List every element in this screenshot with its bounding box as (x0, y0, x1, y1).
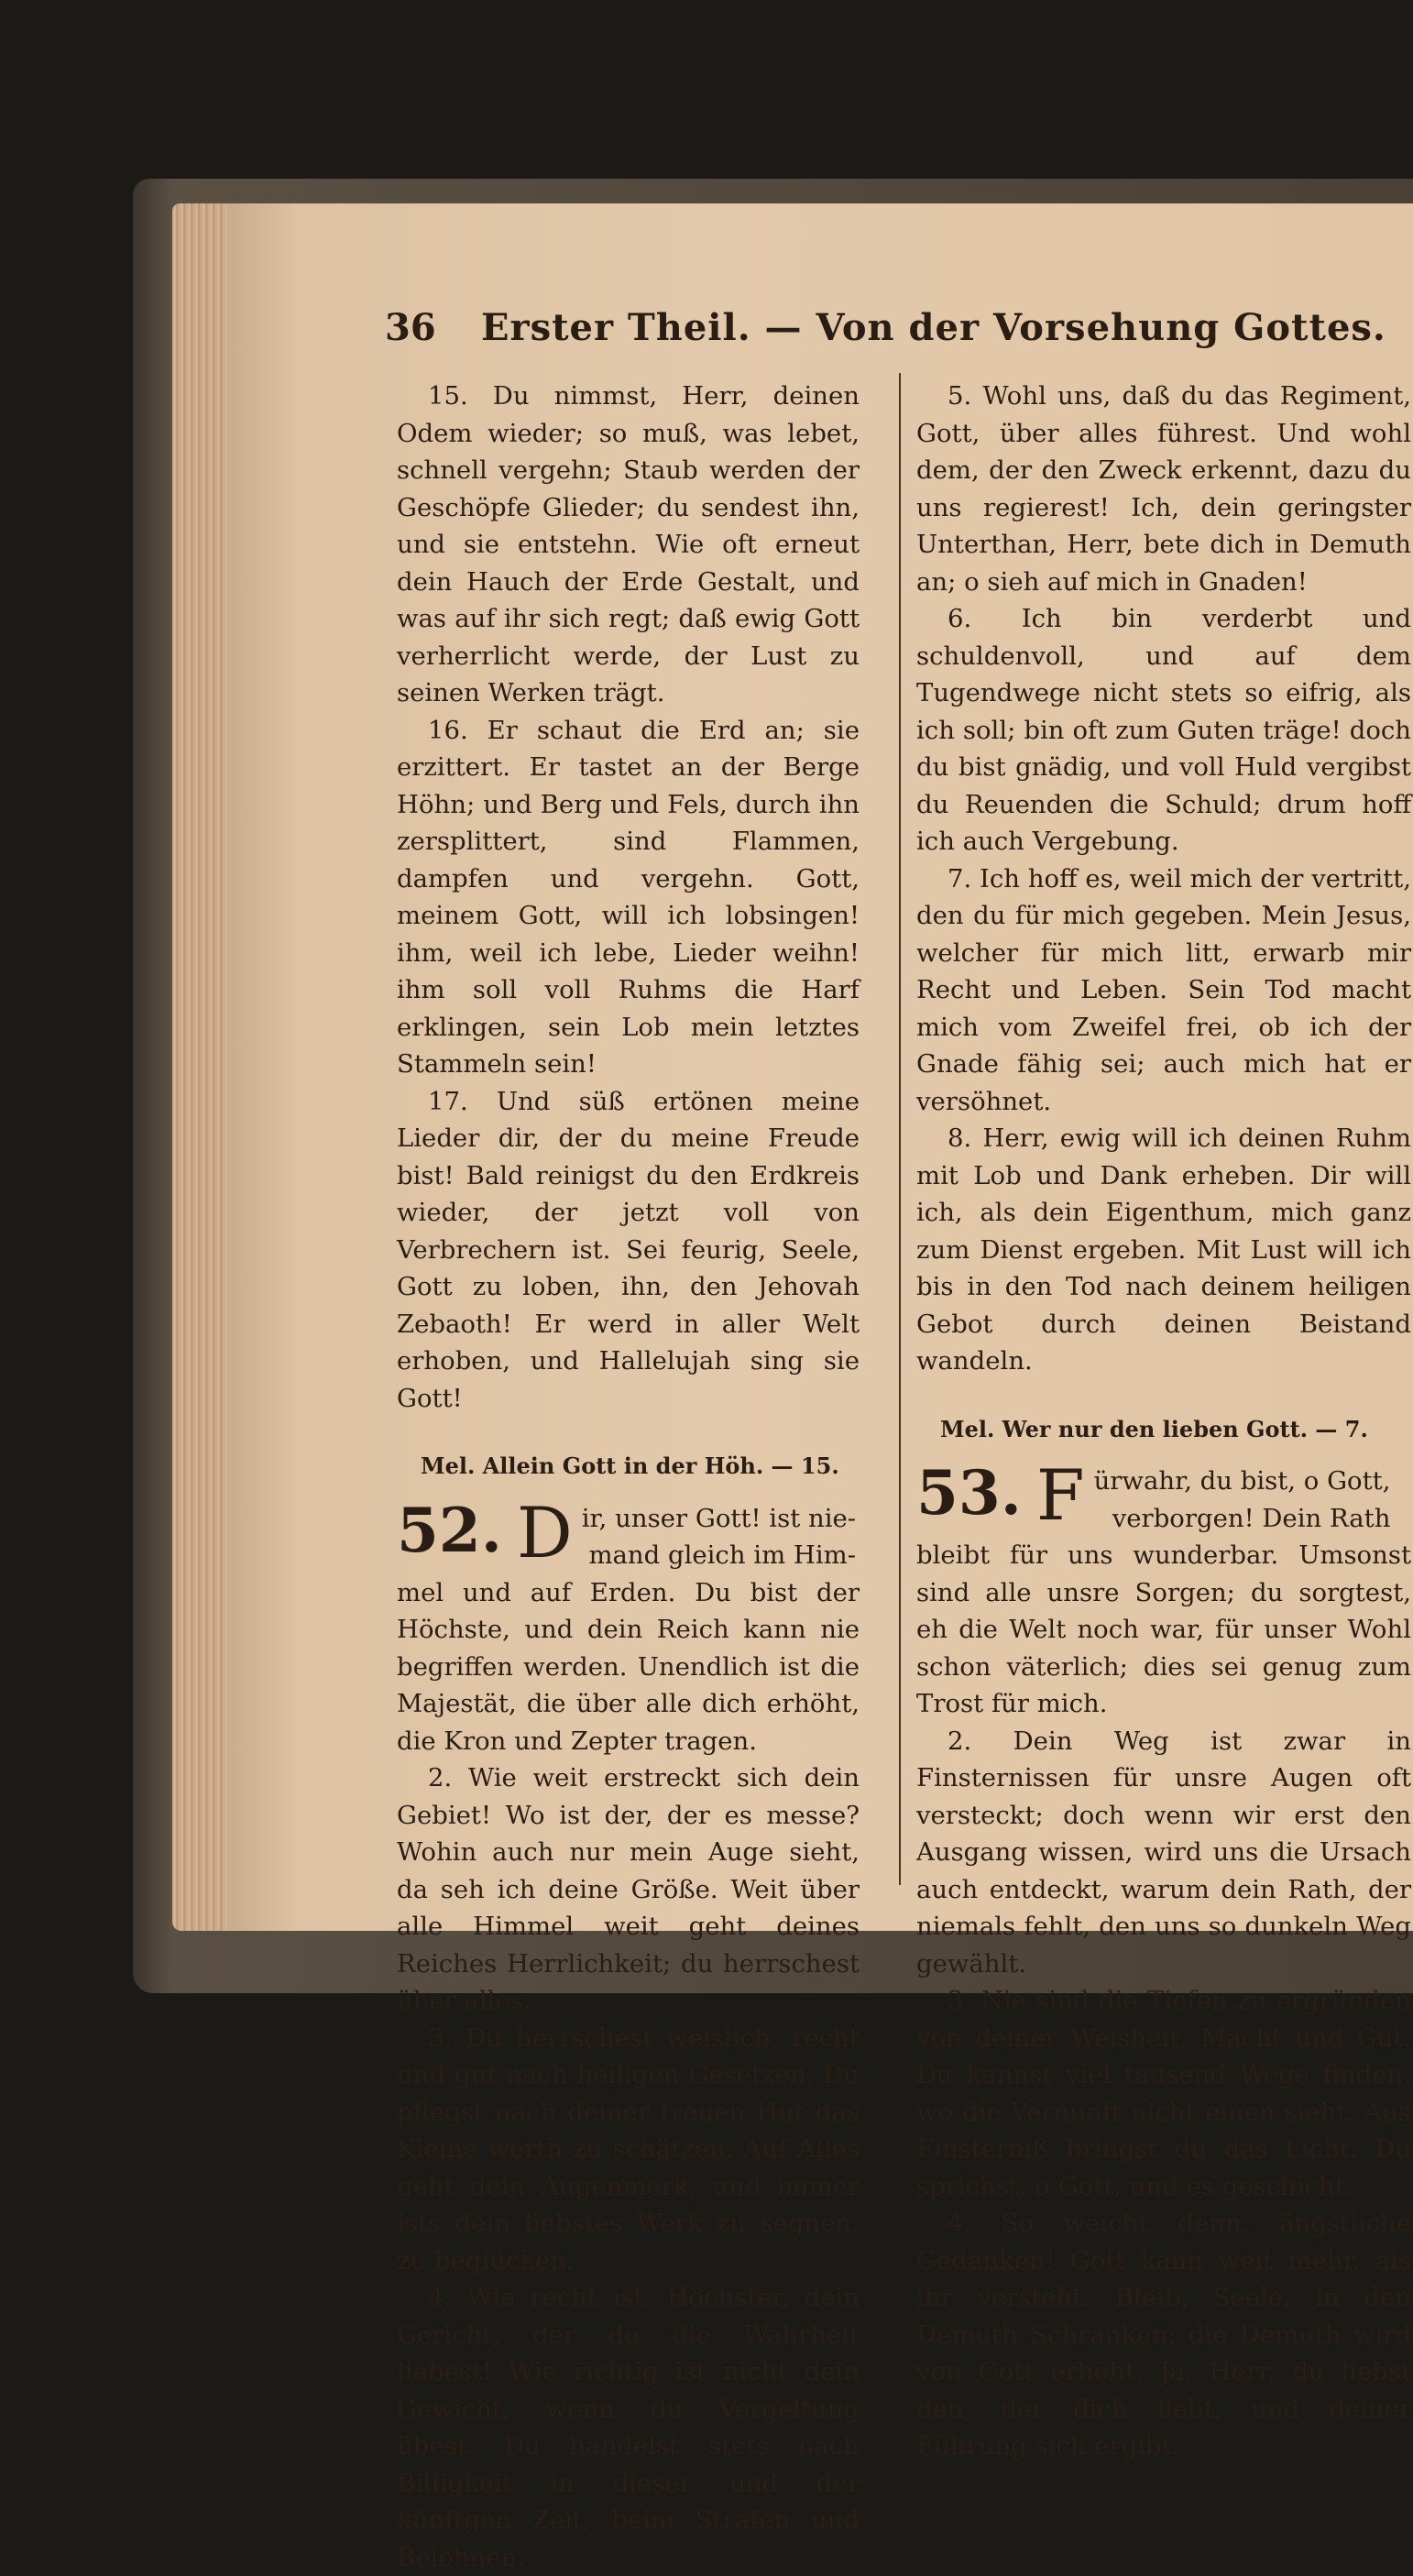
verse: 16. Er schaut die Erd an; sie erzittert. Er tastet an der Berge Höhn; und Berg und Fels, durch ihn zersplittert, sind Flammen, dampfen und vergehn. Gott, meinem Gott, will ich lobsingen! ihm, weil ich lebe, Lieder weihn! ihm soll voll Ruhms die Harf erklingen, sein Lob mein letztes Stammeln sein! (397, 712, 860, 1083)
hymn-opening (1094, 1463, 1391, 1537)
page-header (385, 306, 1413, 361)
verse: 5. Wohl uns, daß du das Regiment, Gott, über alles führest. Und wohl dem, der den Zweck erkennt, dazu du uns regierest! Ich, dein geringster Unterthan, Herr, bete dich in Demuth an; o sieh auf mich in Gnaden! (916, 378, 1411, 600)
verse: 17. Und süß ertönen meine Lieder dir, der du meine Freude bist! Bald reinigst du den Erdkreis wieder, der jetzt voll von Verbrechern ist. Sei feurig, Seele, Gott zu loben, ihn, den Jehovah Zebaoth! Er werd in aller Welt erhoben, und Hallelujah sing sie Gott! (397, 1083, 860, 1418)
verse: 7. Ich hoff es, weil mich der vertritt, den du für mich gegeben. Mein Jesus, welcher für mich litt, erwarb mir Recht und Leben. Sein Tod macht mich vom Zweifel frei, ob ich der Gnade fähig sei; auch mich hat er versöhnet. (916, 860, 1411, 1121)
hymn-opening-line-2: mand gleich im Him- (582, 1537, 856, 1574)
verse: 3. Du herrschest weislich, recht und gut nach heiligen Gesetzen. Du pflegst nach deiner treuen Hut das Kleine werth zu schätzen. Auf Alles geht dein Augenmerk, und immer ists dein liebstes Werk zu segnen, zu beglücken. (397, 2020, 860, 2280)
book-page (227, 203, 1413, 1931)
hymn-first-verse: mel und auf Erden. Du bist der Höchste, und dein Reich kann nie begriffen werden. Unendlich ist die Majestät, die über alle dich erhöht, die Kron und Zepter tragen. (397, 1574, 860, 1760)
hymn-heading (916, 1463, 1411, 1537)
melody-line: Mel. Allein Gott in der Höh. — 15. (397, 1448, 860, 1485)
verse: 6. Ich bin verderbt und schuldenvoll, und auf dem Tugendwege nicht stets so eifrig, als ich soll; bin oft zum Guten träge! doch du bist gnädig, und voll Huld vergibst du Reuenden die Schuld; drum hoff ich auch Vergebung. (916, 600, 1411, 860)
hymn-opening-line-1: ir, unser Gott! ist nie- (582, 1500, 856, 1538)
right-column (916, 378, 1411, 2465)
hymn-52 (397, 1500, 860, 2576)
verse: 4. Wie recht ist, Höchster, dein Gericht, der du die Wahrheit liebest! Wie richtig ist nicht dein Gewicht, wenn du Vergeltung übest. Du handelst stets nach Billigkeit in dieser und der künftgen Zeit, beim Strafen und Belohnen. (397, 2279, 860, 2576)
hymn-heading (397, 1500, 860, 1574)
drop-initial: F (1036, 1463, 1085, 1529)
hymn-number: 52. (397, 1500, 502, 1561)
verse: 4. So weicht denn, ängstliche Gedanken! Gott kann weit mehr, als ihr versteht. Bleib, Seele, in den Demuth Schranken; die Demuth wird von Gott erhöht. Ja, Herr, du liebst den, der dich liebt, und deiner Führung sich ergibt. (916, 2205, 1411, 2465)
verse: 8. Herr, ewig will ich deinen Ruhm mit Lob und Dank erheben. Dir will ich, als dein Eigenthum, mich ganz zum Dienst ergeben. Mit Lust will ich bis in den Tod nach deinem heiligen Gebot durch deinen Beistand wandeln. (916, 1120, 1411, 1380)
running-title: Erster Theil. — Von der Vorsehung Gottes. (481, 306, 1386, 349)
page-number: 36 (385, 306, 436, 349)
hymn-opening (582, 1500, 856, 1574)
left-column (397, 378, 860, 2576)
verse: 2. Dein Weg ist zwar in Finsternissen für unsre Augen oft versteckt; doch wenn wir erst den Ausgang wissen, wird uns die Ursach auch entdeckt, warum dein Rath, der niemals fehlt, den uns so dunkeln Weg gewählt. (916, 1723, 1411, 1983)
column-divider (899, 373, 901, 1885)
hymn-53 (916, 1463, 1411, 2465)
hymn-opening-line-1: ürwahr, du bist, o Gott, (1094, 1463, 1391, 1500)
melody-line: Mel. Wer nur den lieben Gott. — 7. (916, 1411, 1411, 1449)
verse: 2. Wie weit erstreckt sich dein Gebiet! Wo ist der, der es messe? Wohin auch nur mein Auge sieht, da seh ich deine Größe. Weit über alle Himmel weit geht deines Reiches Herrlichkeit; du herrschest über alles. (397, 1759, 860, 2020)
hymn-number: 53. (916, 1463, 1022, 1523)
hymn-opening-line-2: verborgen! Dein Rath (1094, 1500, 1391, 1538)
verse: 15. Du nimmst, Herr, deinen Odem wieder; so muß, was lebet, schnell vergehn; Staub werden der Geschöpfe Glieder; du sendest ihn, und sie entstehn. Wie oft erneut dein Hauch der Erde Gestalt, und was auf ihr sich regt; daß ewig Gott verherrlicht werde, der Lust zu seinen Werken trägt. (397, 378, 860, 712)
drop-initial: D (517, 1500, 573, 1566)
verse: 3. Nie sind die Tiefen zu ergründen von deiner Weisheit, Macht und Güt. Du kannst viel tausend Wege finden, wo die Vernunft nicht einen sieht. Aus Finsterniß bringst du das Licht. Du sprichst, o Gott, und es geschicht. (916, 1982, 1411, 2205)
hymn-first-verse: bleibt für uns wunderbar. Umsonst sind alle unsre Sorgen; du sorgtest, eh die Welt noch war, für unser Wohl schon väterlich; dies sei genug zum Trost für mich. (916, 1537, 1411, 1723)
